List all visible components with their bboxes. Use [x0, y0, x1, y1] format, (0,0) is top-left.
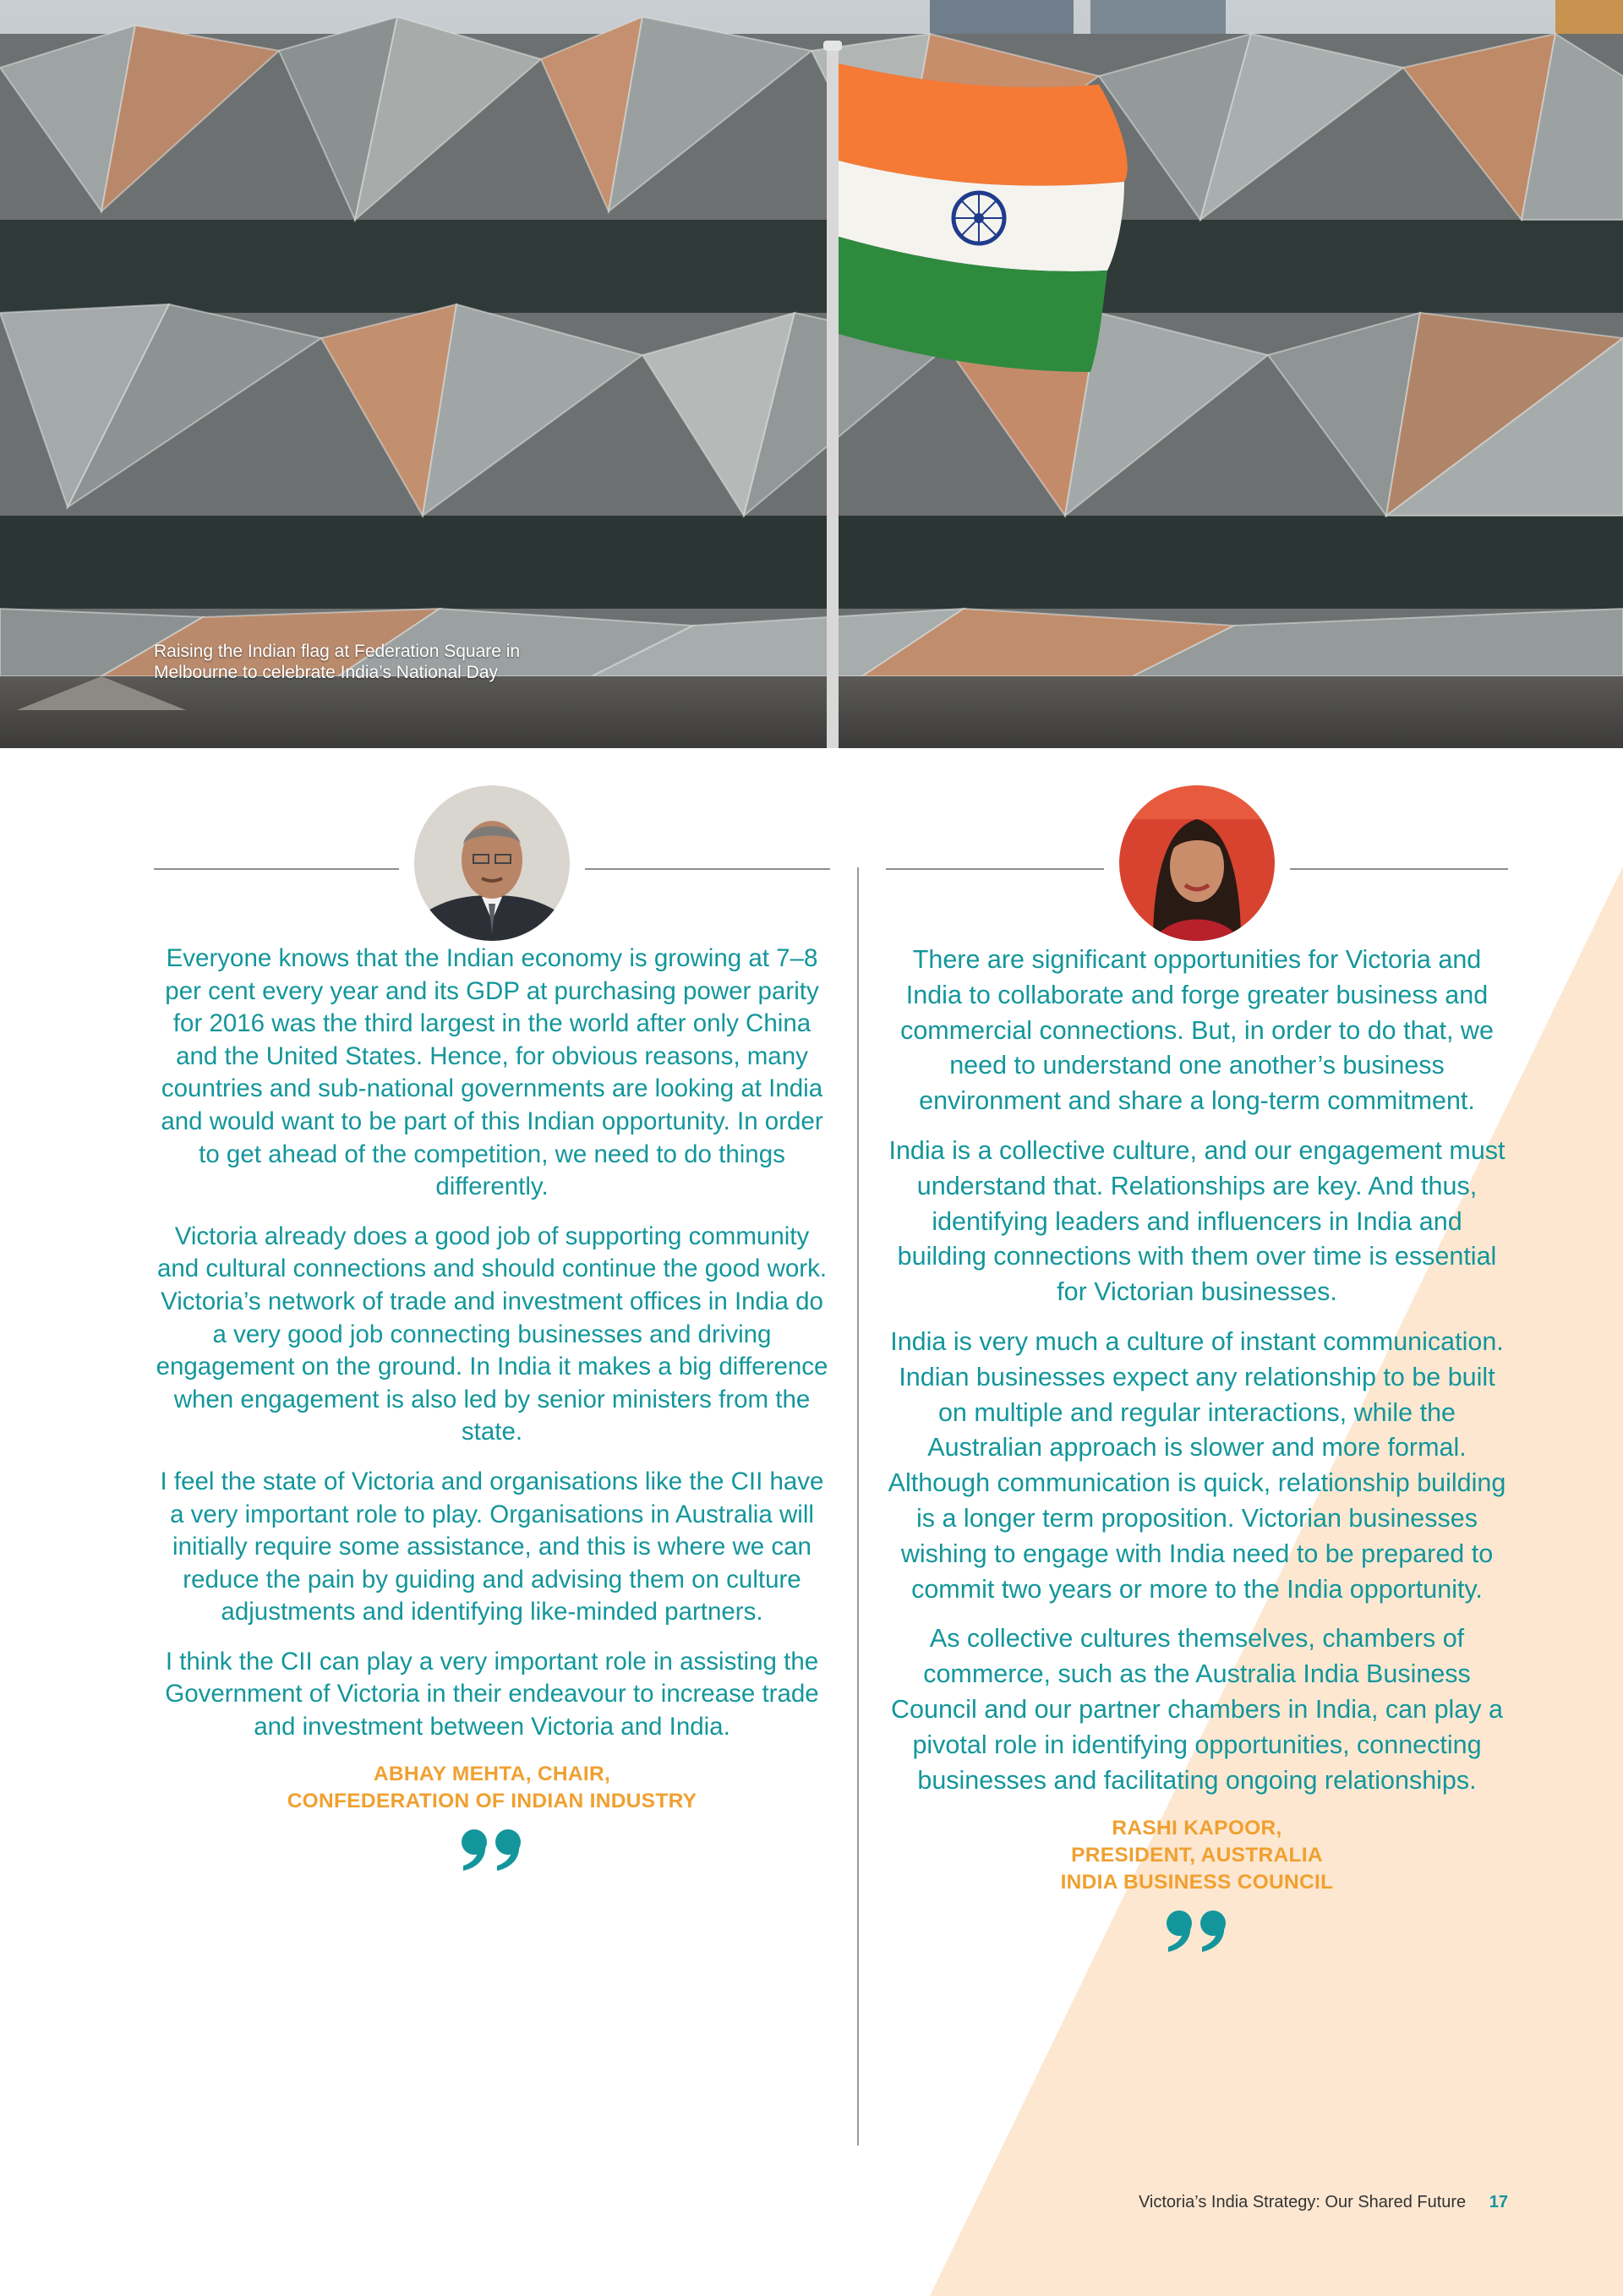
right-quote-text — [886, 943, 1508, 1798]
hero-photo — [0, 0, 1623, 748]
hero-caption — [154, 641, 593, 683]
attribution-line: ABHAY MEHTA, CHAIR, — [373, 1762, 611, 1785]
quote-paragraph: There are significant opportunities for Victoria and India to collaborate and forge greater business and commercial connections. But, in order to do that, we need to understand one another’s business environment and share a long-term commitment. — [900, 945, 1494, 1116]
left-portrait-row — [154, 782, 830, 943]
closing-quote-icon — [1165, 1910, 1229, 1952]
left-quote-text — [154, 943, 830, 1744]
attribution-line: CONFEDERATION OF INDIAN INDUSTRY — [287, 1789, 697, 1812]
page-footer — [1139, 2193, 1508, 2212]
rule-line — [886, 868, 1104, 870]
quote-paragraph: As collective cultures themselves, chambers of commerce, such as the Australia India Business Council and our partner chambers in India, can play a pivotal role in identifying opportunities, connecting businesses and facilitating ongoing relationships. — [891, 1624, 1503, 1795]
page-number: 17 — [1489, 2193, 1508, 2211]
hero-caption-line: Raising the Indian flag at Federation Square in — [154, 642, 521, 661]
rule-line — [1290, 868, 1508, 870]
right-quote-column — [886, 782, 1508, 1952]
closing-quote-icon — [460, 1829, 524, 1871]
right-portrait-row — [886, 782, 1508, 943]
rashi-kapoor-avatar — [1119, 785, 1275, 941]
quote-paragraph: Everyone knows that the Indian economy is growing at 7–8 per cent every year and its GDP at purchasing power parity for 2016 was the third largest in the world after only China and the United States. Hence, for obvious reasons, many countries and sub-national governments are looking at India and would want to be part of this Indian opportunity. In order to get ahead of the competition, we need to do things differently. — [161, 944, 823, 1201]
attribution-line: PRESIDENT, AUSTRALIA — [1071, 1844, 1323, 1867]
footer-title: Victoria’s India Strategy: Our Shared Future — [1138, 2193, 1467, 2211]
rule-line — [154, 868, 399, 870]
attribution-line: RASHI KAPOOR, — [1112, 1817, 1282, 1840]
quote-paragraph: India is a collective culture, and our engagement must understand that. Relationships are key. And thus, identifying leaders and influencers in India and building connections with them over time is essential for Victorian businesses. — [888, 1135, 1506, 1307]
attribution-line: INDIA BUSINESS COUNCIL — [1060, 1871, 1334, 1894]
left-quote-column — [154, 782, 830, 1871]
quote-paragraph: Victoria already does a good job of supporting community and cultural connections and should continue the good work. Victoria’s network of trade and investment offices in India do a very good job connecting businesses and driving engagement on the ground. In India it makes a big difference when engagement is also led by senior ministers from the state. — [156, 1222, 828, 1446]
column-divider — [857, 867, 859, 2146]
right-attribution — [886, 1815, 1508, 1896]
quote-paragraph: I feel the state of Victoria and organisations like the CII have a very important role to play. Organisations in Australia will initially require some assistance, and this is where we can reduce the pain by guiding and advising them on culture adjustments and identifying like-minded partners. — [160, 1467, 824, 1626]
left-attribution — [154, 1761, 830, 1815]
rule-line — [585, 868, 830, 870]
hero-caption-line: Melbourne to celebrate India’s National Day — [154, 663, 499, 682]
quote-paragraph: I think the CII can play a very important role in assisting the Government of Victoria in their endeavour to increase trade and investment between Victoria and India. — [165, 1647, 819, 1741]
abhay-mehta-avatar — [414, 785, 570, 941]
quote-paragraph: India is very much a culture of instant communication. Indian businesses expect any relationship to be built on multiple and regular interactions, while the Australian approach is slower and more formal. Although communication is quick, relationship building is a longer term proposition. Victorian businesses wishing to engage with India need to be prepared to commit two years or more to the India opportunity. — [888, 1326, 1506, 1604]
